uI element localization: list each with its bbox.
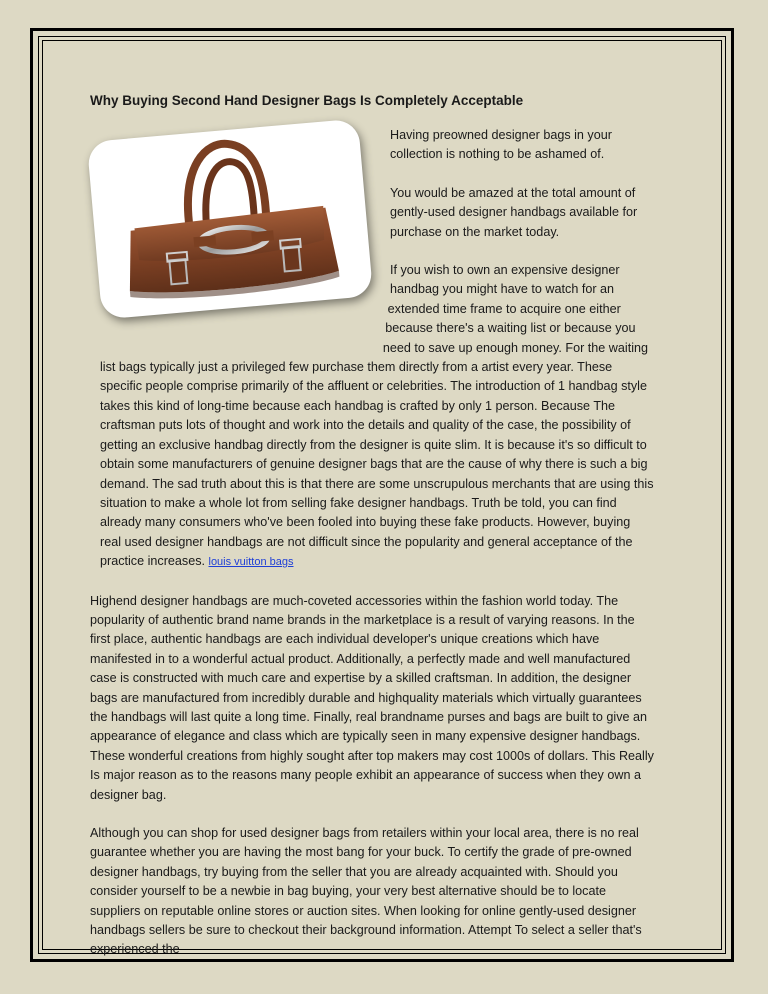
- paragraph-3: Although you can shop for used designer bags from retailers within your local area, there is no real guarantee whether you are having the most bang for your buck. To certify the grade of pre-owned designer handbags, try buying from the seller that you are already acquainted with. Should you consider yourself to be a newbie in bag buying, your very best alternative should be to locate suppliers on reputable online stores or auction sites. When looking for online gently-used designer handbags sellers be sure to checkout their background information. Attempt To select a seller that's experienced the: [90, 826, 642, 957]
- intro-sentence-2: You would be amazed at the total amount of gently-used designer handbags available for purchase on the market today.: [390, 185, 638, 239]
- document-body: [90, 92, 654, 979]
- document-title: Why Buying Second Hand Designer Bags Is Completely Acceptable: [90, 93, 524, 108]
- louis-vuitton-bags-link[interactable]: louis vuitton bags: [208, 556, 294, 569]
- handbag-image-icon: [87, 118, 373, 319]
- paragraph-2: Highend designer handbags are much-coveted accessories within the fashion world today. The popularity of authentic brand name brands in the marketplace is a result of varying reasons. In the first place, authentic handbags are each individual developer's unique creations which have manifested in to a wonderful actual product. Additionally, a perfectly made and well manufactured case is constructed with much care and expertise by a skilled craftsman. In addition, the designer bags are manufactured from incredibly durable and highquality materials which virtually guarantees the handbags will last quite a long time. Finally, real brandname purses and bags are built to give an appearance of elegance and class which are typically seen in many expensive designer handbags. These wonderful creations from highly sought after top makers may cost 1000s of dollars. This Really Is major reason as to the reasons many people exhibit an appearance of success when they own a designer bag.: [90, 593, 654, 802]
- intro-sentence-1: Having preowned designer bags in your collection is nothing to be ashamed of.: [390, 128, 612, 162]
- handbag-figure: [90, 126, 390, 354]
- handbag-photo-card: [87, 118, 373, 319]
- paragraph-1-text: If you wish to own an expensive designer handbag you might have to watch for an extended time frame to acquire one either because there's a waiting list or because you need to save up enough money. For the waiting list bags typically just a privileged few purchase them directly from a artist every year. These specific people comprise primarily of the affluent or celebrities. The introduction of 1 handbag style takes this kind of long-time because each handbag is crafted by only 1 person. Because The craftsman puts lots of thought and work into the details and quality of the case, the possibility of getting an exclusive handbag directly from the designer is quite slim. It is because it's so difficult to obtain some manufacturers of genuine designer bags that are the cause of why there is such a big demand. The sad truth about this is that there are some unscrupulous merchants that are using this situation to make a whole lot from selling fake designer handbags. Truth be told, you can find already many consumers who've been fooled into buying these fake products. However, buying real used designer handbags are not difficult since the popularity and general acceptance of the practice increases.: [100, 263, 654, 569]
